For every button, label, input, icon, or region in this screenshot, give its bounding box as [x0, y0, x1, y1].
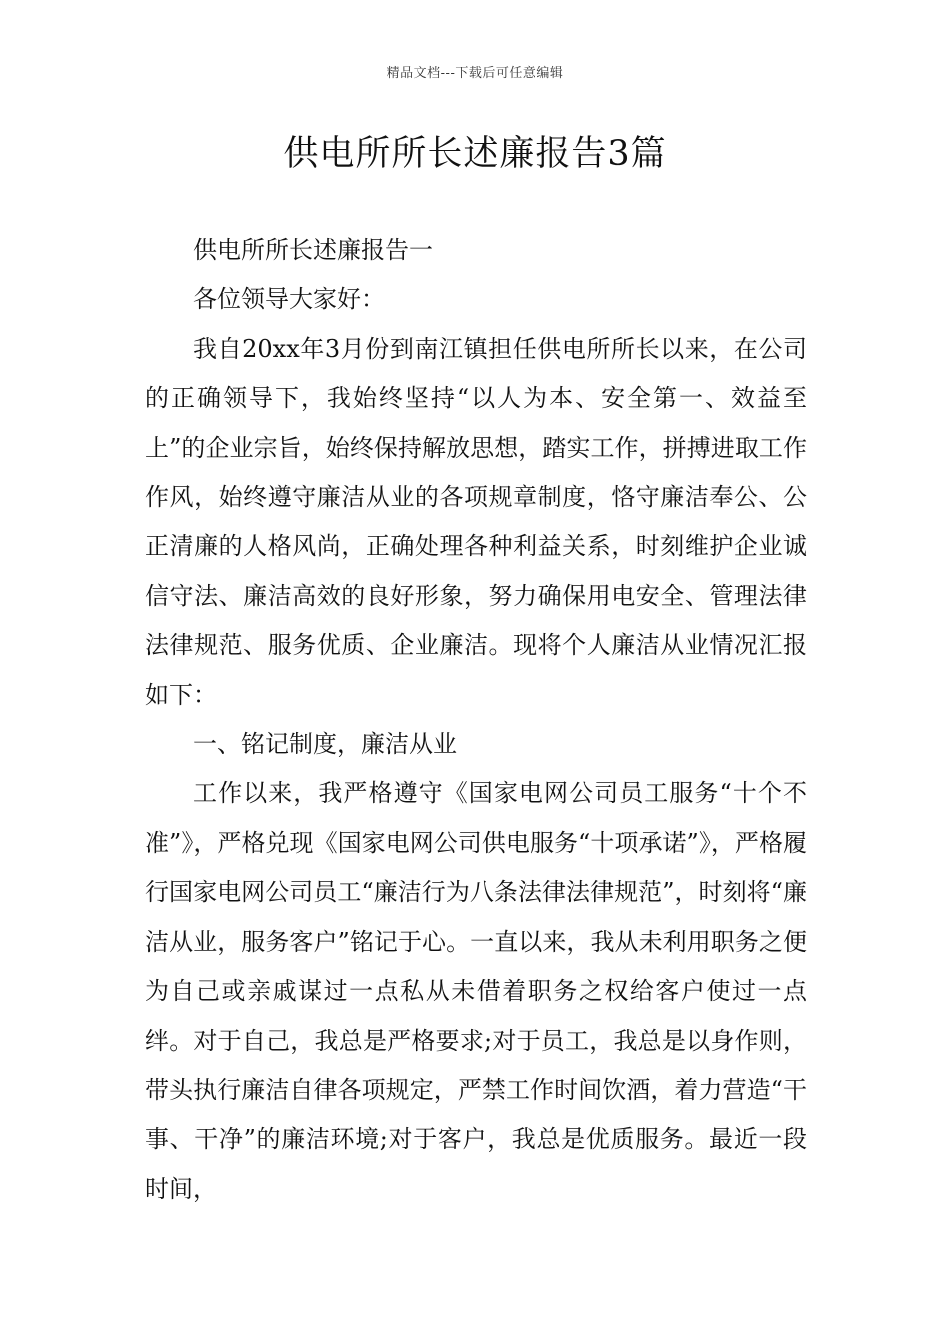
document-title: 供电所所长述廉报告3篇	[283, 134, 667, 174]
salutation: 各位领导大家好：	[193, 285, 385, 314]
body-paragraph: 我自20xx年3月份到南江镇担任供电所所长以来，在公司的正确领导下，我始终坚持“以人为本、安全第一、效益至上”的企业宗旨，始终保持解放思想，踏实工作，拼搏进取工作作风，始终遵守廉洁从业的各项规章制度，恪守廉洁奉公、公正清廉的人格风尚，正确处理各种利益关系，时刻维护企业诚信守法、廉洁高效的良好形象，努力确保用电安全、管理法律法律规范、服务优质、企业廉洁。现将个人廉洁从业情况汇报如下：	[145, 334, 807, 709]
header-note: 精品文档---下载后可任意编辑	[386, 66, 564, 81]
subsection-heading: 一、铭记制度，廉洁从业	[193, 730, 457, 759]
section-heading: 供电所所长述廉报告一	[193, 236, 433, 264]
body-paragraph: 工作以来，我严格遵守《国家电网公司员工服务“十个不准”》，严格兑现《国家电网公司供电服务“十项承诺”》，严格履行国家电网公司员工“廉洁行为八条法律法律规范”，时刻将“廉洁从业，服务客户”铭记于心。一直以来，我从未利用职务之便为自己或亲戚谋过一点私从未借着职务之权给客户使过一点绊。对于自己，我总是严格要求;对于员工，我总是以身作则，带头执行廉洁自律各项规定，严禁工作时间饮酒，着力营造“干事、干净”的廉洁环境;对于客户，我总是优质服务。最近一段时间，	[145, 779, 807, 1203]
document-body	[145, 226, 807, 1214]
